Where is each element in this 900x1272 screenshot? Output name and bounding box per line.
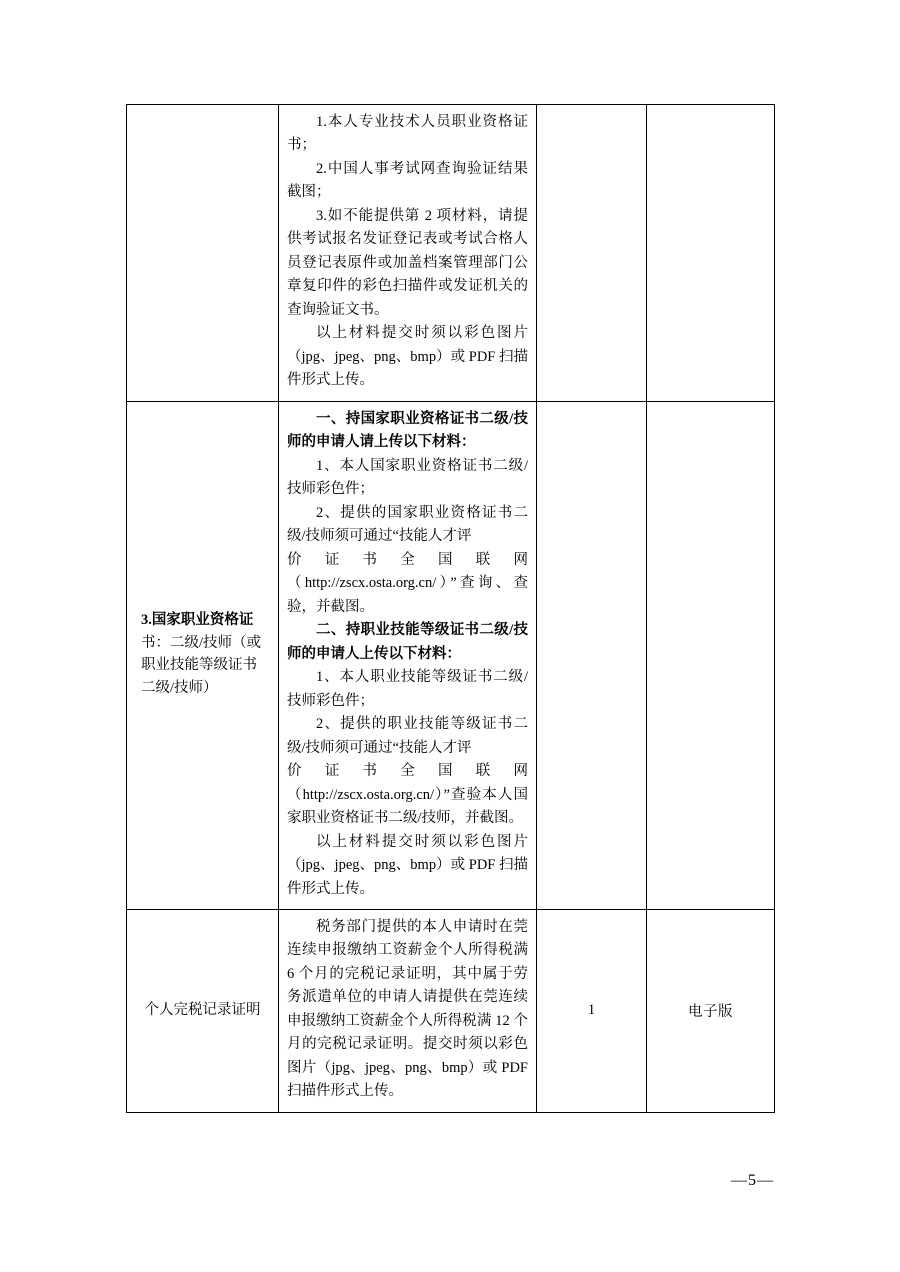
requirement-paragraph: 1.本人专业技术人员职业资格证书；: [287, 114, 528, 154]
requirement-paragraph: 以上材料提交时须以彩色图片（jpg、jpeg、png、bmp）或 PDF 扫描件形式上传。: [287, 325, 528, 389]
format-cell: 电子版: [647, 909, 775, 1112]
format-cell: [647, 105, 775, 402]
requirement-paragraph: （http://zscx.osta.org.cn/）”查询、查验，并截图。: [287, 575, 528, 615]
requirement-paragraph: 税务部门提供的本人申请时在莞连续申报缴纳工资薪金个人所得税满 6 个月的完税记录证明，其中属于劳务派遣单位的申请人请提供在莞连续申报缴纳工资薪金个人所得税满 12 个月的完税记录证明。提交时须以彩色图片（jpg、jpeg、png、bmp）或 PDF 扫描件形式上传。: [287, 918, 528, 1100]
material-requirement-text: [279, 910, 536, 1112]
requirement-heading: 二、持职业技能等级证书二级/技师的申请人上传以下材料：: [287, 622, 528, 662]
requirement-paragraph: （http://zscx.osta.org.cn/）”查验本人国家职业资格证书二级/技师，并截图。: [287, 786, 528, 827]
material-requirement-cell: [279, 105, 537, 402]
page-number: —5—: [731, 1172, 774, 1189]
material-name-cell: [127, 909, 279, 1112]
requirement-heading: 一、持国家职业资格证书二级/技师的申请人请上传以下材料：: [287, 410, 528, 451]
requirement-paragraph: 价 证 书 全 国 联 网: [287, 551, 528, 568]
requirement-paragraph: 1、本人职业技能等级证书二级/技师彩色件；: [287, 669, 528, 709]
requirement-paragraph: 以上材料提交时须以彩色图片（jpg、jpeg、png、bmp）或 PDF 扫描件形式上传。: [287, 833, 528, 897]
material-name-text: 个人完税记录证明: [144, 1001, 261, 1018]
quantity-cell: 1: [537, 909, 647, 1112]
requirement-paragraph: 价 证 书 全 国 联 网: [287, 763, 528, 780]
requirement-paragraph: 1、本人国家职业资格证书二级/技师彩色件；: [287, 457, 528, 498]
material-requirement-text: [279, 105, 536, 401]
material-name-lead: 3.国家职业资格证: [141, 612, 254, 629]
material-name-text: [127, 246, 278, 260]
material-name-rest: 书：二级/技师（或职业技能等级证书二级/技师）: [141, 634, 262, 696]
requirement-paragraph: 3.如不能提供第 2 项材料，请提供考试报名发证登记表或考试合格人员登记表原件或加盖档案管理部门公章复印件的彩色扫描件或发证机关的查询验证文书。: [287, 207, 528, 318]
quantity-cell: [537, 105, 647, 402]
format-cell: [647, 401, 775, 909]
requirements-table: [126, 104, 775, 1113]
table-row: [127, 105, 775, 402]
quantity-cell: [537, 401, 647, 909]
material-requirement-text: [279, 402, 536, 909]
material-name-cell: [127, 401, 279, 909]
requirement-paragraph: 2.中国人事考试网查询验证结果截图；: [287, 160, 528, 201]
material-requirement-cell: [279, 909, 537, 1112]
table-row: [127, 909, 775, 1112]
material-name-cell: [127, 105, 279, 402]
requirement-paragraph: 2、提供的国家职业资格证书二级/技师须可通过“技能人才评: [287, 504, 528, 545]
requirement-paragraph: 2、提供的职业技能等级证书二级/技师须可通过“技能人才评: [287, 716, 528, 756]
material-name-text: [127, 603, 278, 707]
table-row: [127, 401, 775, 909]
material-requirement-cell: [279, 401, 537, 909]
